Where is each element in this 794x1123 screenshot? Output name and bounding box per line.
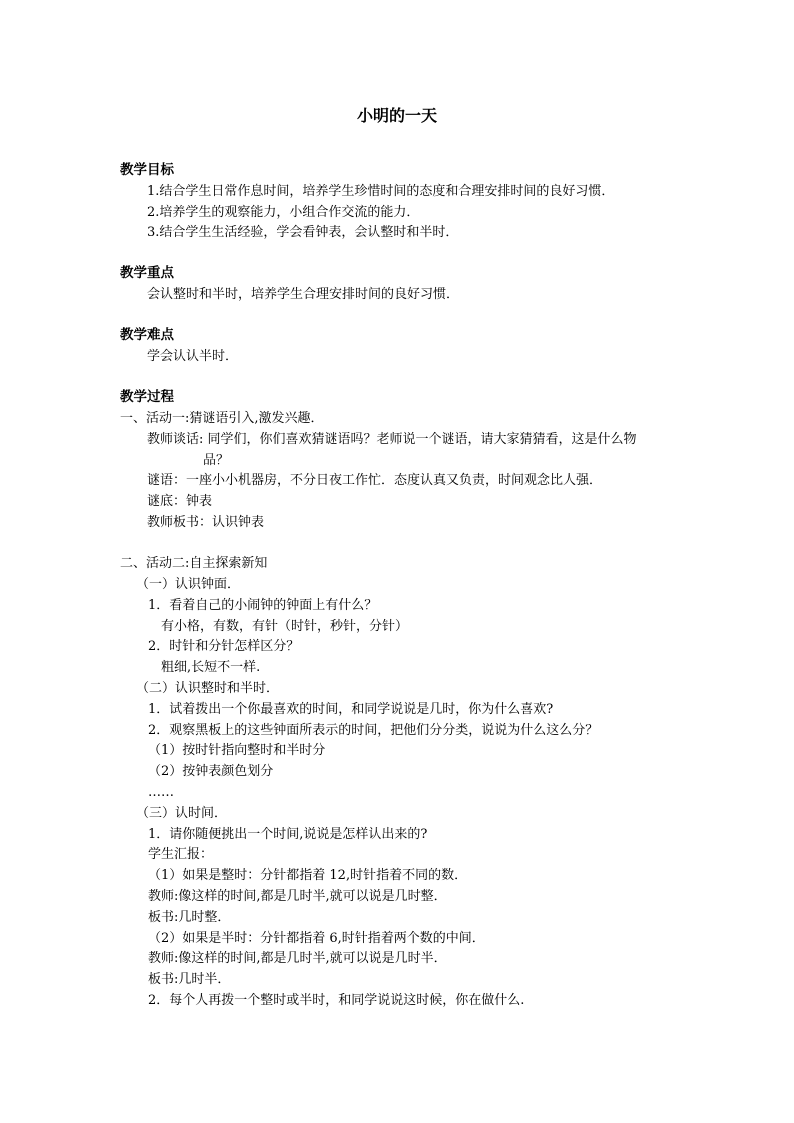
activity1-teacher-talk-cont: 品？ (203, 453, 230, 468)
objective-item-3: 3.结合学生生活经验，学会看钟表，会认整时和半时． (147, 225, 459, 240)
part2-ellipsis: …… (148, 785, 174, 800)
part3-teacher-2: 教师:像这样的时间,都是几时半,就可以说是几时半． (148, 951, 447, 966)
part3-teacher-1: 教师:像这样的时间,都是几时半,就可以说是几时整． (148, 889, 447, 904)
part3-case-2: （2）如果是半时：分针都指着 6,时针指着两个数的中间． (148, 931, 485, 946)
activity1-board: 教师板书：认识钟表 (147, 515, 265, 530)
activity1-answer: 谜底：钟表 (147, 494, 213, 509)
part3-question-1: 1．请你随便挑出一个时间,说说是怎样认出来的? (148, 827, 428, 842)
part3-report: 学生汇报： (148, 847, 214, 862)
activity2-title: 二、活动二:自主探索新知 (120, 556, 268, 571)
part3-board-1: 板书:几时整． (148, 910, 231, 925)
difficulties-heading: 教学难点 (120, 327, 174, 343)
part3-title: （三）认时间． (136, 806, 228, 821)
part1-answer-1: 有小格，有数，有针（时针，秒针，分针） (161, 619, 409, 634)
key-points-heading: 教学重点 (120, 265, 174, 281)
activity1-teacher-talk: 教师谈话: 同学们，你们喜欢猜谜语吗？老师说一个谜语，请大家猜猜看，这是什么物 (147, 432, 637, 447)
part1-answer-2: 粗细,长短不一样. (161, 660, 261, 675)
part2-sub-2: （2）按钟表颜色划分 (148, 764, 274, 779)
process-heading: 教学过程 (120, 389, 174, 405)
part1-title: （一）认识钟面． (136, 577, 241, 592)
part2-question-2: 2．观察黑板上的这些钟面所表示的时间，把他们分分类，说说为什么这么分？ (148, 723, 599, 738)
part1-question-2: 2．时针和分针怎样区分？ (148, 639, 300, 654)
objective-item-1: 1.结合学生日常作息时间，培养学生珍惜时间的态度和合理安排时间的良好习惯． (147, 184, 615, 199)
key-points-text: 会认整时和半时，培养学生合理安排时间的良好习惯． (147, 287, 460, 302)
part2-question-1: 1．试着拨出一个你最喜欢的时间，和同学说说是几时，你为什么喜欢? (148, 702, 554, 717)
part3-question-2: 2．每个人再拨一个整时或半时，和同学说说这时候，你在做什么. (148, 993, 525, 1008)
activity1-riddle: 谜语：一座小小机器房，不分日夜工作忙．态度认真又负责，时间观念比人强． (147, 473, 603, 488)
part1-question-1: 1．看着自己的小闹钟的钟面上有什么？ (148, 598, 378, 613)
part2-sub-1: （1）按时针指向整时和半时分 (148, 743, 326, 758)
activity1-title: 一、活动一:猜谜语引入,激发兴趣． (120, 411, 324, 426)
part3-case-1: （1）如果是整时：分针都指着 12,时针指着不同的数． (148, 868, 468, 883)
difficulties-text: 学会认认半时． (147, 349, 239, 364)
part2-title: （二）认识整时和半时． (136, 681, 280, 696)
part3-board-2: 板书:几时半． (148, 972, 231, 987)
page-title: 小明的一天 (356, 106, 437, 125)
objectives-heading: 教学目标 (120, 162, 174, 178)
objective-item-2: 2.培养学生的观察能力，小组合作交流的能力． (147, 205, 420, 220)
